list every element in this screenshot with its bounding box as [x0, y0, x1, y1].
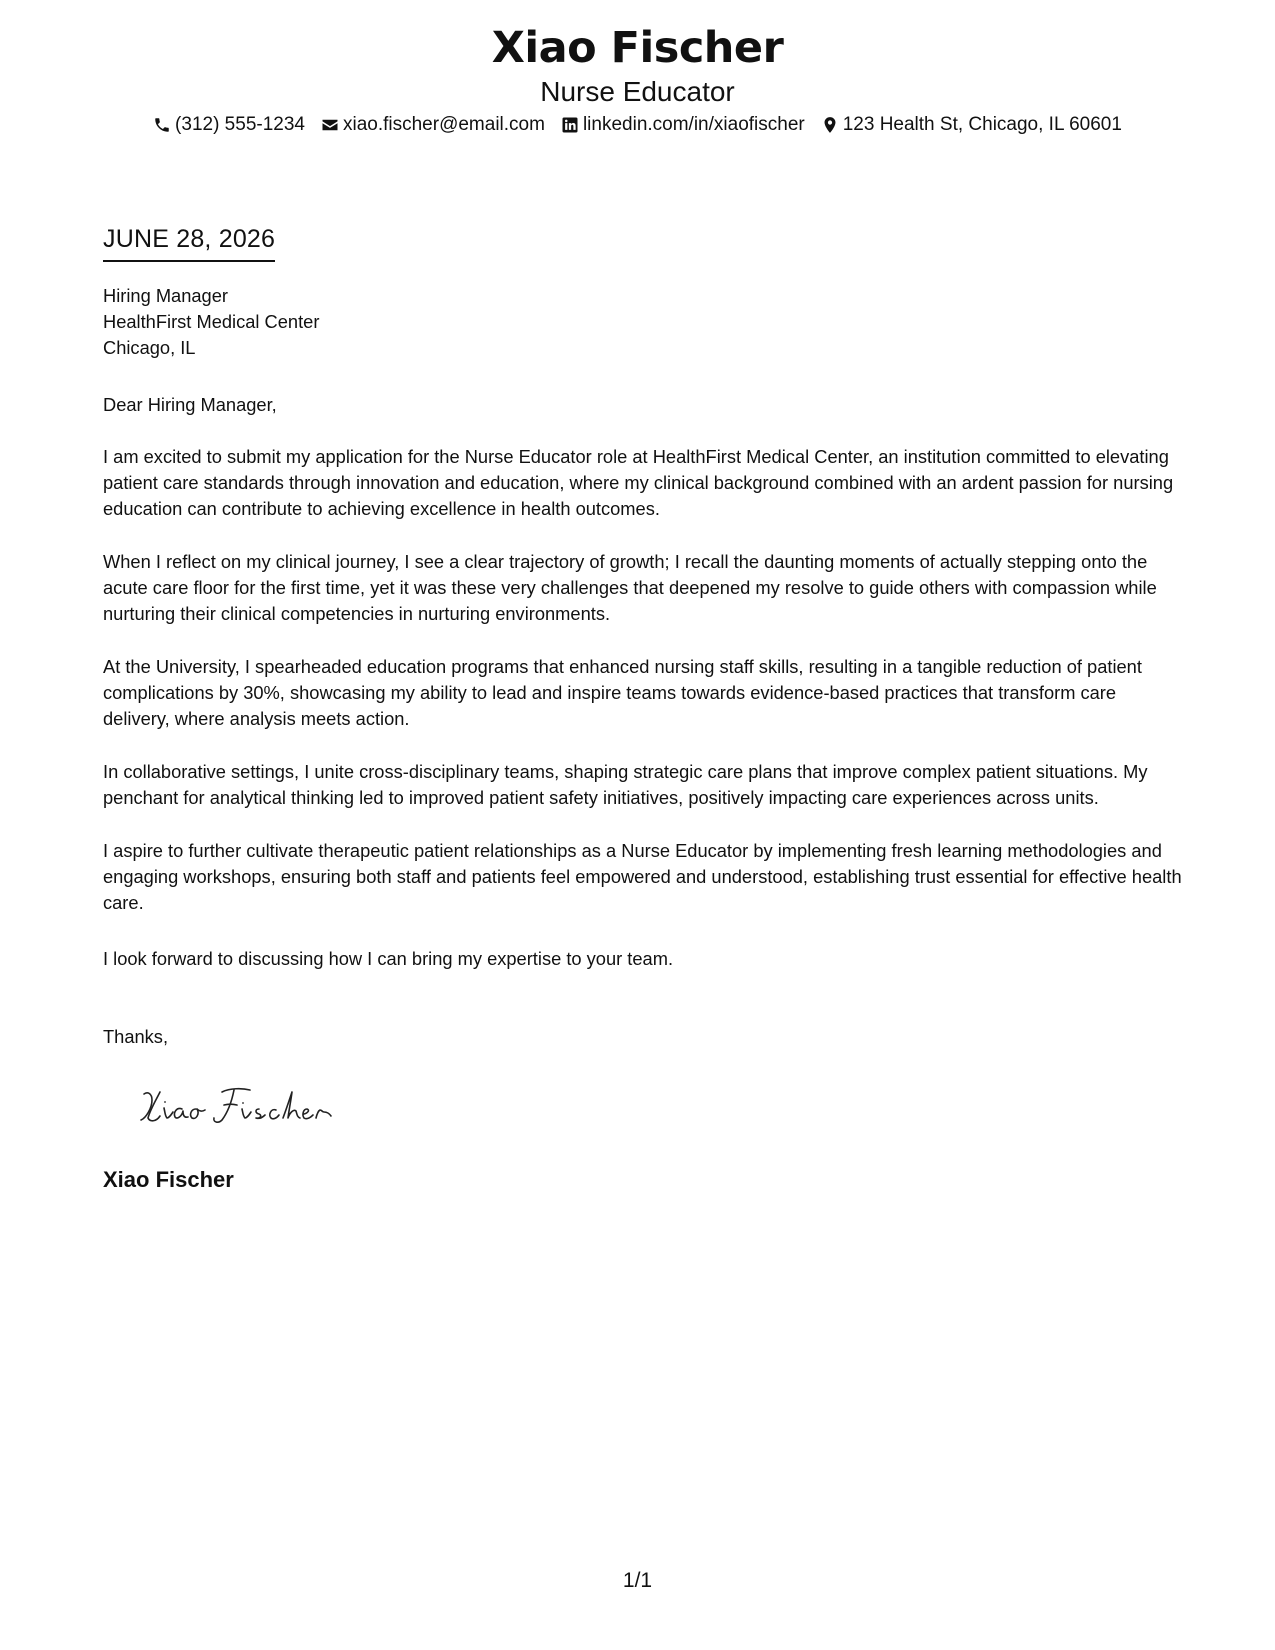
email-text: xiao.fischer@email.com	[342, 114, 545, 135]
letter-date: JUNE 28, 2026	[103, 224, 275, 262]
linkedin-text: linkedin.com/in/xiaofischer	[582, 114, 805, 135]
closing-line: I look forward to discussing how I can bring my expertise to your team.	[103, 948, 674, 969]
recipient-line: Chicago, IL	[103, 337, 196, 358]
recipient-line: Hiring Manager	[103, 285, 228, 306]
body-paragraph: When I reflect on my clinical journey, I see a clear trajectory of growth; I recall the daunting moments of actually stepping onto the acute care floor for the first time, yet it was these very challenges that deepened my resolve to guide others with compassion while nurturing their clinical competencies in nurturing environments.	[103, 551, 1157, 624]
map-pin-icon	[821, 116, 839, 134]
signer-name: Xiao Fischer	[103, 1167, 234, 1192]
contact-email	[321, 113, 545, 137]
contact-linkedin	[561, 113, 805, 137]
body-paragraph: I am excited to submit my application for the Nurse Educator role at HealthFirst Medical Center, an institution committed to elevating patient care standards through innovation and education, where my clinical background combined with an ardent passion for nursing education can contribute to achieving excellence in health outcomes.	[103, 446, 1174, 519]
linkedin-icon	[561, 116, 579, 134]
body-paragraph: In collaborative settings, I unite cross-disciplinary teams, shaping strategic care plans that improve complex patient situations. My penchant for analytical thinking led to improved patient safety initiatives, positively impacting care experiences across units.	[103, 761, 1148, 808]
recipient-line: HealthFirst Medical Center	[103, 311, 320, 332]
phone-icon	[153, 116, 171, 134]
applicant-title: Nurse Educator	[540, 76, 735, 107]
salutation: Dear Hiring Manager,	[103, 394, 277, 415]
contact-address	[821, 113, 1122, 137]
envelope-icon	[321, 116, 339, 134]
page-number: 1/1	[622, 1569, 653, 1592]
address-text: 123 Health St, Chicago, IL 60601	[842, 114, 1122, 135]
contact-phone	[153, 113, 305, 137]
signoff: Thanks,	[103, 1026, 169, 1047]
recipient-block	[103, 283, 1183, 361]
letter-header	[0, 22, 1275, 108]
body-paragraph: At the University, I spearheaded education programs that enhanced nursing staff skills, resulting in a tangible reduction of patient complications by 30%, showcasing my ability to lead and inspire teams towards evidence-based practices that transform care delivery, where analysis meets action.	[103, 656, 1142, 729]
contact-bar	[0, 113, 1275, 137]
handwritten-signature	[138, 1078, 338, 1130]
phone-text: (312) 555-1234	[175, 114, 305, 135]
applicant-name: Xiao Fischer	[491, 23, 784, 73]
body-paragraph: I aspire to further cultivate therapeutic patient relationships as a Nurse Educator by implementing fresh learning methodologies and engaging workshops, ensuring both staff and patients feel empowered and understood, establishing trust essential for effective health care.	[103, 840, 1182, 913]
letter-body	[103, 444, 1183, 943]
letter-date-block	[103, 224, 275, 262]
